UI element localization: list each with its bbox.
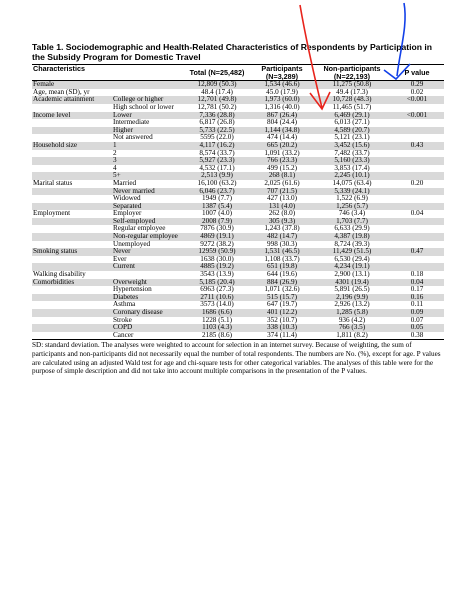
cell-p-value: 0.09 [390,309,444,317]
cell-category: Academic attainment [32,96,112,104]
cell-p-value [390,150,444,158]
cell-participants: 515 (15.7) [250,294,314,302]
cell-participants: 707 (21.5) [250,188,314,196]
document [32,42,444,376]
table-row [32,332,444,340]
cell-p-value [390,195,444,203]
cell-total: 5,927 (23.3) [184,157,250,165]
cell-total: 2711 (10.6) [184,294,250,302]
cell-category: Employment [33,209,71,218]
cell-non-participants: 2,926 (13.2) [334,300,370,309]
cell-total: 4885 (19.2) [184,263,250,271]
cell-subcategory: Self-employed [112,218,184,226]
cell-non-participants: 3,853 (17.4) [334,163,370,172]
cell-subcategory: Asthma [113,300,136,309]
cell-non-participants: 6,633 (29.9) [334,224,370,233]
table-row [32,180,444,188]
table-row [32,165,444,173]
table-row [32,286,444,294]
cell-non-participants: 5,891 (26.5) [334,285,370,294]
characteristics-table [32,64,444,340]
cell-total: 9272 (38.2) [200,239,234,248]
cell-participants: 374 (11.4) [250,332,314,340]
cell-total: 1638 (30.0) [200,254,234,263]
table-row [32,241,444,249]
table-row [32,104,444,112]
cell-p-value: 0.29 [390,81,444,89]
cell-subcategory: Never [112,248,184,256]
cell-total: 8,574 (33.7) [199,148,235,157]
cell-participants: 1,534 (46.6) [250,81,314,89]
cell-category [32,218,112,226]
cell-p-value [390,256,444,264]
cell-participants: 305 (9.3) [250,218,314,226]
cell-subcategory: Stroke [113,315,132,324]
cell-category [32,233,112,241]
cell-non-participants: 746 (3.4) [338,209,366,218]
table-row [32,112,444,120]
table-row [32,324,444,332]
cell-p-value: 0.43 [390,142,444,150]
cell-non-participants: 4301 (19.4) [314,279,390,287]
cell-p-value: <0.001 [390,112,444,120]
cell-category [32,294,112,302]
cell-subcategory: Ever [113,254,127,263]
cell-total: 12,781 (50.2) [197,102,237,111]
cell-total: 2008 (7.9) [184,218,250,226]
cell-non-participants: 5,160 (23.3) [314,157,390,165]
cell-participants: 131 (4.0) [250,203,314,211]
cell-category [32,157,112,165]
header-p-value: P value [390,65,444,81]
table-row [32,142,444,150]
table-row [32,279,444,287]
cell-participants: 401 (12.2) [250,309,314,317]
table-row [32,309,444,317]
cell-p-value: 0.04 [410,209,424,218]
cell-subcategory [112,81,184,89]
table-row [32,150,444,158]
table-row [32,263,444,271]
cell-participants: 482 (14.7) [250,233,314,241]
header-total: Total (N=25,482) [184,65,250,81]
cell-total: 6,046 (23.7) [184,188,250,196]
cell-p-value: 0.02 [410,87,424,96]
cell-p-value [390,127,444,135]
cell-participants: 474 (14.4) [267,133,297,142]
cell-subcategory: Higher [112,127,184,135]
cell-non-participants: 6,013 (27.1) [334,118,370,127]
cell-total: 4,117 (16.2) [184,142,250,150]
cell-total: 2,513 (9.9) [184,172,250,180]
cell-subcategory: Lower [112,112,184,120]
cell-total: 1387 (5.4) [184,203,250,211]
cell-participants: 1,243 (37.8) [264,224,300,233]
cell-category [32,195,112,203]
cell-total: 1949 (7.7) [202,194,232,203]
cell-p-value [390,165,444,173]
cell-category [32,119,112,127]
cell-p-value [390,233,444,241]
cell-total: 12959 (50.9) [184,248,250,256]
cell-p-value: 0.17 [410,285,424,294]
cell-subcategory: High school or lower [113,102,174,111]
cell-subcategory: Separated [112,203,184,211]
table-row [32,203,444,211]
cell-subcategory: 4 [113,163,117,172]
table-row [32,127,444,135]
cell-total: 48.4 (17.4) [201,87,233,96]
cell-non-participants: 4,589 (20.7) [314,127,390,135]
cell-total: 5,185 (20.4) [184,279,250,287]
cell-non-participants: 1,256 (5.7) [314,203,390,211]
cell-non-participants: 1,811 (8.2) [314,332,390,340]
cell-non-participants: 5,339 (24.1) [314,188,390,196]
cell-non-participants: 49.4 (17.3) [336,87,368,96]
cell-subcategory: 1 [112,142,184,150]
cell-total: 5595 (22.0) [200,133,234,142]
cell-p-value: 0.05 [390,324,444,332]
cell-non-participants: 2,196 (9.9) [314,294,390,302]
cell-category: Marital status [33,178,73,187]
cell-total: 3573 (14.0) [200,300,234,309]
table-row [32,157,444,165]
cell-category: Income level [32,112,112,120]
cell-participants: 1,108 (33.7) [264,254,300,263]
cell-participants: 665 (20.2) [250,142,314,150]
cell-p-value: <0.001 [390,96,444,104]
cell-subcategory: Unemployed [113,239,151,248]
cell-non-participants: 1,522 (6.9) [336,194,368,203]
table-row [32,81,444,89]
cell-category [32,301,112,309]
cell-participants: 262 (8.0) [268,209,296,218]
cell-subcategory: Never married [112,188,184,196]
cell-total: 1228 (5.1) [202,315,232,324]
table-body [32,81,444,340]
cell-category [32,317,112,325]
cell-category [32,150,112,158]
cell-participants: 338 (10.3) [250,324,314,332]
header-non-participants: Non-participants (N=22,193) [314,65,390,81]
cell-subcategory: Regular employee [113,224,166,233]
cell-total: 1007 (4.0) [202,209,232,218]
table-row [32,172,444,180]
cell-category [32,188,112,196]
cell-category [32,332,112,340]
cell-total: 6963 (27.3) [200,285,234,294]
cell-p-value: 0.18 [410,270,424,279]
cell-non-participants: 2,900 (13.1) [334,270,370,279]
cell-non-participants: 8,724 (39.3) [334,239,370,248]
cell-participants: 998 (30.3) [267,239,297,248]
cell-p-value: 0.04 [390,279,444,287]
cell-p-value: 0.38 [390,332,444,340]
cell-subcategory: Diabetes [112,294,184,302]
table-row [32,294,444,302]
table-row [32,119,444,127]
cell-non-participants: 5,121 (23.1) [334,133,370,142]
cell-category: Walking disability [33,270,86,279]
cell-total: 4,532 (17.1) [199,163,235,172]
cell-p-value: 0.16 [390,294,444,302]
cell-non-participants: 4,234 (19.1) [314,263,390,271]
cell-total: 12,809 (50.3) [184,81,250,89]
cell-participants: 2,025 (61.6) [264,178,300,187]
cell-category: Household size [32,142,112,150]
cell-subcategory: 5+ [112,172,184,180]
table-footnote: SD: standard deviation. The analyses were weighted to account for selection in an internet survey. Because of weighting, the sum of participants and non-participants did not necessarily equal the number of total respondents. The numbers are No. (%), except for age. P values are calculated using an adjusted Wald test for age and chi-square tests for other categorical variables. The analyses of this table were for the purpose of simple description and did not take into account multiple comparisons in the presentation of the P values. [32,341,441,376]
cell-participants: 1,071 (32.6) [264,285,300,294]
cell-p-value [390,218,444,226]
cell-participants: 647 (19.7) [267,300,297,309]
table-row [32,188,444,196]
cell-category [32,225,112,233]
cell-non-participants: 11,429 (51.5) [314,248,390,256]
cell-participants: 1,316 (40.0) [264,102,300,111]
cell-total: 1103 (4.3) [184,324,250,332]
cell-participants: 651 (19.8) [250,263,314,271]
table-row [32,218,444,226]
table-row [32,271,444,279]
cell-non-participants: 6,530 (29.4) [334,254,370,263]
table-row [32,195,444,203]
cell-non-participants: 11,275 (50.8) [314,81,390,89]
cell-participants: 884 (26.9) [250,279,314,287]
cell-subcategory: College or higher [112,96,184,104]
cell-subcategory: Current [112,263,184,271]
cell-subcategory: Widowed [113,194,141,203]
cell-total: 12,701 (49.8) [184,96,250,104]
cell-subcategory: Overweight [112,279,184,287]
cell-total: 5,733 (22.5) [184,127,250,135]
cell-subcategory: Cancer [112,332,184,340]
cell-non-participants: 1,285 (5.8) [314,309,390,317]
cell-non-participants: 14,075 (63.4) [332,178,372,187]
cell-participants: 867 (26.4) [250,112,314,120]
cell-non-participants: 10,728 (48.3) [314,96,390,104]
cell-category [32,165,112,173]
cell-category [32,324,112,332]
cell-subcategory: COPD [112,324,184,332]
cell-total: 6,817 (26.8) [199,118,235,127]
cell-participants: 1,144 (34.8) [250,127,314,135]
cell-category [32,256,112,264]
cell-p-value [390,225,444,233]
header-participants: Participants (N=3,289) [250,65,314,81]
cell-subcategory: 2 [113,148,117,157]
cell-subcategory: Intermediate [113,118,150,127]
cell-p-value: 0.47 [390,248,444,256]
cell-category: Age, mean (SD), yr [33,87,90,96]
cell-total: 16,100 (63.2) [197,178,237,187]
cell-subcategory: Married [113,178,137,187]
table-title: Table 1. Sociodemographic and Health-Related Characteristics of Respondents by Participation in the Subsidy Program for Domestic Travel [32,42,433,62]
cell-participants: 1,973 (60.0) [250,96,314,104]
cell-category [32,127,112,135]
table-row [32,134,444,142]
cell-category [32,309,112,317]
cell-non-participants: 6,469 (29.1) [314,112,390,120]
cell-participants: 427 (13.0) [267,194,297,203]
cell-total: 1686 (6.6) [184,309,250,317]
table-row [32,96,444,104]
cell-subcategory: 3 [112,157,184,165]
table-row [32,248,444,256]
cell-participants: 499 (15.2) [267,163,297,172]
cell-p-value: 0.07 [410,315,424,324]
cell-p-value [390,157,444,165]
cell-subcategory: Coronary disease [112,309,184,317]
cell-non-participants: 4,387 (19.8) [314,233,390,241]
table-row [32,317,444,325]
table-row [32,233,444,241]
cell-total: 4869 (19.1) [184,233,250,241]
cell-category: Female [32,81,112,89]
cell-participants: 804 (24.4) [267,118,297,127]
cell-subcategory: Not answered [113,133,153,142]
cell-participants: 45.0 (17.9) [266,87,298,96]
cell-non-participants: 3,452 (15.6) [314,142,390,150]
cell-participants: 1,091 (33.2) [264,148,300,157]
table-row [32,210,444,218]
cell-total: 2185 (8.6) [184,332,250,340]
table-row [32,301,444,309]
cell-total: 7876 (30.9) [200,224,234,233]
cell-p-value: 0.11 [410,300,424,309]
cell-total: 3543 (13.9) [200,270,234,279]
cell-non-participants: 936 (4.2) [338,315,366,324]
cell-non-participants: 7,482 (33.7) [334,148,370,157]
cell-participants: 352 (10.7) [267,315,297,324]
cell-participants: 268 (8.1) [250,172,314,180]
cell-subcategory: Employer [113,209,142,218]
cell-category: Smoking status [32,248,112,256]
cell-participants: 766 (23.3) [250,157,314,165]
cell-non-participants: 2,245 (10.1) [314,172,390,180]
header-characteristics: Characteristics [32,65,184,81]
cell-subcategory: Non-regular employee [112,233,184,241]
cell-non-participants: 766 (3.5) [314,324,390,332]
cell-p-value: 0.20 [410,178,424,187]
cell-non-participants: 11,465 (51.7) [332,102,372,111]
cell-participants: 1,531 (46.5) [250,248,314,256]
cell-total: 7,336 (28.8) [184,112,250,120]
cell-p-value [390,188,444,196]
cell-non-participants: 1,703 (7.7) [314,218,390,226]
cell-category [32,286,112,294]
table-row [32,225,444,233]
cell-subcategory: Hypertension [113,285,152,294]
cell-participants: 644 (19.6) [267,270,297,279]
cell-p-value [390,119,444,127]
cell-category: Comorbidities [32,279,112,287]
table-row [32,256,444,264]
